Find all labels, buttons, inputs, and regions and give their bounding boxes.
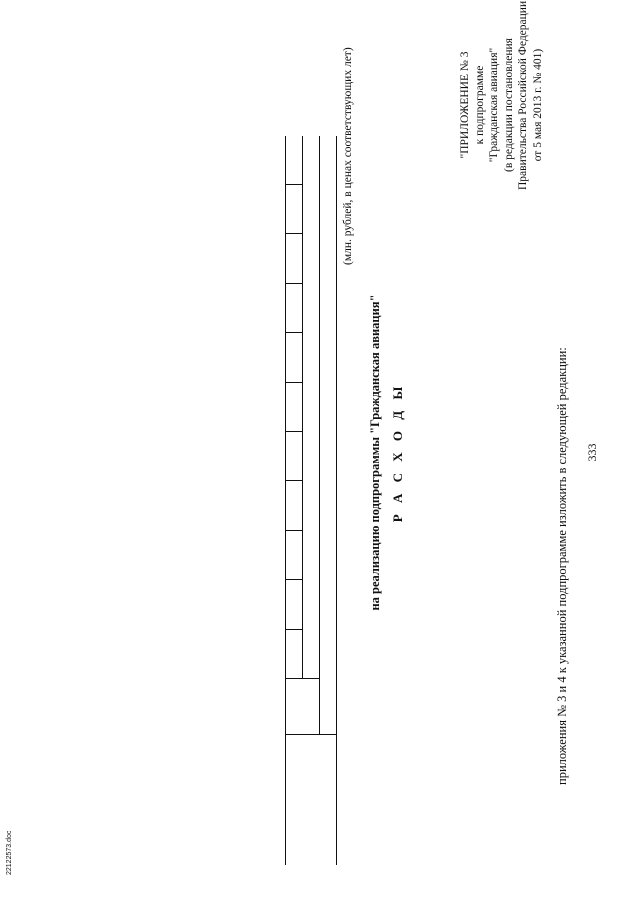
units-note: (млн. рублей, в ценах соответствующих лет) — [342, 47, 354, 265]
document-title: Р А С Х О Д Ы — [390, 382, 405, 523]
header-year-divider — [285, 233, 302, 234]
header-years-rule — [302, 136, 303, 679]
header-year-divider — [285, 332, 302, 333]
header-year-divider — [285, 629, 302, 630]
header-year-divider — [285, 480, 302, 481]
header-year-divider — [285, 530, 302, 531]
header-divider — [285, 734, 336, 735]
header-year-divider — [285, 382, 302, 383]
appendix-line: (в редакции постановления — [502, 38, 515, 172]
header-bottom-rule — [285, 136, 286, 865]
appendix-line: к подпрограмме — [473, 65, 486, 145]
header-year-divider — [285, 184, 302, 185]
appendix-header — [458, 0, 545, 190]
intro-text: приложения № 3 и 4 к указанной подпрограмме изложить в следующей редакции: — [555, 347, 569, 785]
header-divider — [285, 678, 319, 679]
appendix-line: "ПРИЛОЖЕНИЕ № 3 — [459, 51, 471, 159]
document-subtitle: на реализацию подпрограммы "Гражданская авиация" — [368, 294, 382, 611]
table-top-rule — [336, 136, 337, 865]
appendix-line: от 5 мая 2013 г. № 401) — [531, 48, 544, 162]
appendix-line: Правительства Российской Федерации — [517, 0, 529, 190]
document-code: 22122573.doc — [6, 830, 13, 875]
header-mid-rule — [319, 136, 320, 735]
header-year-divider — [285, 579, 302, 580]
header-year-divider — [285, 431, 302, 432]
appendix-line: "Гражданская авиация" — [488, 47, 500, 163]
header-year-divider — [285, 283, 302, 284]
page-number: 333 — [585, 443, 599, 462]
